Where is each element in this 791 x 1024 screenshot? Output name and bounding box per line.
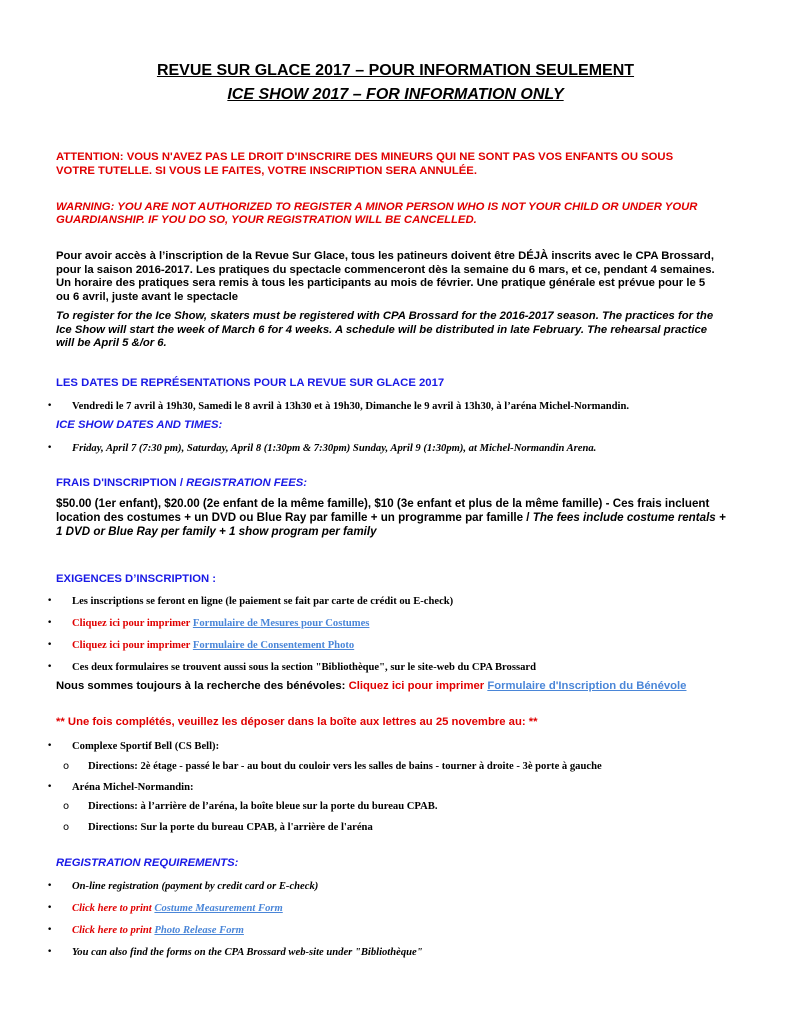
title-en: ICE SHOW 2017 – FOR INFORMATION ONLY [227,86,564,103]
bullet-icon: • [47,925,53,935]
warning-line-1: WARNING: YOU ARE NOT AUTHORIZED TO REGISTER A MINOR PERSON WHO IS NOT YOUR CHILD OR UNDER YOUR [56,201,698,213]
attention-line-1: ATTENTION: VOUS N'AVEZ PAS LE DROIT D'INSCRIRE DES MINEURS QUI NE SONT PAS VOS ENFANTS OU SOUS [56,151,674,163]
photo-form-link-fr[interactable]: Formulaire de Consentement Photo [192,640,355,651]
dropoff-location-arena-directions-2: Directions: Sur la porte du bureau CPAB, à l'arrière de l'aréna [88,822,373,833]
req-fr-heading: EXIGENCES D’INSCRIPTION : [56,573,217,585]
click-label: Click here to print [72,925,152,936]
req-fr-library-note: Ces deux formulaires se trouvent aussi sous la section "Bibliothèque", sur le site-web du CPA Brossard [72,662,536,673]
photo-form-link-en[interactable]: Photo Release Form [154,925,244,936]
volunteer-line [56,680,686,692]
click-label: Cliquez ici pour imprimer [72,618,191,629]
click-label: Click here to print [72,903,152,914]
req-en-online: On-line registration (payment by credit card or E-check) [72,881,319,892]
bullet-icon: • [47,903,53,913]
req-en-photo-item [72,925,244,936]
dropoff-location-arena-directions-1: Directions: à l’arrière de l’aréna, la boîte bleue sur la porte du bureau CPAB. [88,801,438,812]
click-label: Cliquez ici pour imprimer [72,640,191,651]
bullet-icon: • [47,741,53,751]
costume-form-link-en[interactable]: Costume Measurement Form [154,903,283,914]
fees-heading-fr: FRAIS D'INSCRIPTION / [56,477,187,489]
fees-line-3: 1 DVD or Blue Ray per family + 1 show program per family [56,525,377,538]
sub-bullet-icon: o [63,801,70,812]
volunteer-click-label: Cliquez ici pour imprimer [348,680,485,692]
bullet-icon: • [47,640,53,650]
fees-line-1: $50.00 (1er enfant), $20.00 (2e enfant de la même famille), $10 (3e enfant et plus de la même famille) - Ces frais incluent [56,497,710,510]
costume-form-link-fr[interactable]: Formulaire de Mesures pour Costumes [192,618,370,629]
dropoff-location-arena: Aréna Michel-Normandin: [72,782,194,793]
intro-en-line-3: will be April 5 &/or 6. [56,337,167,349]
dates-heading-en: ICE SHOW DATES AND TIMES: [56,419,223,431]
bullet-icon: • [47,881,53,891]
dropoff-location-bell: Complexe Sportif Bell (CS Bell): [72,741,220,752]
dropoff-heading: ** Une fois complétés, veuillez les déposer dans la boîte aux lettres au 25 novembre au: ** [56,716,538,728]
dates-heading-fr: LES DATES DE REPRÉSENTATIONS POUR LA REVUE SUR GLACE 2017 [56,377,445,389]
bullet-icon: • [47,782,53,792]
bullet-icon: • [47,443,53,453]
fees-line-2-normal: location des costumes + un DVD ou Blue Ray par famille + un programme par famille / [56,511,533,524]
attention-line-2: VOTRE TUTELLE. SI VOUS LE FAITES, VOTRE INSCRIPTION SERA ANNULÉE. [56,165,477,177]
intro-fr-line-2: pour la saison 2016-2017. Les pratiques du spectacle commenceront dès la semaine du 6 mars, et ce, pendant 4 semaines. [56,264,715,276]
title-fr: REVUE SUR GLACE 2017 – POUR INFORMATION SEULEMENT [156,62,635,79]
sub-bullet-icon: o [63,761,70,772]
bullet-icon: • [47,662,53,672]
dates-item-en: Friday, April 7 (7:30 pm), Saturday, April 8 (1:30pm & 7:30pm) Sunday, April 9 (1:30pm), at Michel-Normandin Arena. [72,443,597,454]
sub-bullet-icon: o [63,822,70,833]
intro-en-line-1: To register for the Ice Show, skaters must be registered with CPA Brossard for the 2016-2017 season. The practices for the [56,310,714,322]
fees-line-2-italic: The fees include costume rentals + [532,511,726,524]
intro-fr-line-4: ou 6 avril, juste avant le spectacle [56,291,239,303]
dates-item-fr: Vendredi le 7 avril à 19h30, Samedi le 8 avril à 13h30 et à 19h30, Dimanche le 9 avril à 13h30, à l’aréna Michel-Normandin. [72,401,630,412]
fees-heading-en: REGISTRATION FEES: [186,477,308,489]
req-en-library-note: You can also find the forms on the CPA Brossard web-site under "Bibliothèque" [72,947,423,958]
fees-heading [56,477,307,489]
req-fr-photo-item [72,640,354,651]
bullet-icon: • [47,618,53,628]
intro-fr-line-3: Un horaire des pratiques sera remis à tous les participants au mois de février. Une pratique générale est prévue pour le 5 [56,277,706,289]
warning-line-2: GUARDIANSHIP. IF YOU DO SO, YOUR REGISTRATION WILL BE CANCELLED. [56,214,477,226]
intro-en-line-2: Ice Show will start the week of March 6 for 4 weeks. A schedule will be distributed in late February. The rehearsal practice [56,324,708,336]
req-fr-costume-item [72,618,369,629]
bullet-icon: • [47,401,53,411]
req-en-heading: REGISTRATION REQUIREMENTS: [56,857,239,869]
req-fr-online: Les inscriptions se feront en ligne (le paiement se fait par carte de crédit ou E-check) [72,596,454,607]
intro-fr-line-1: Pour avoir accès à l’inscription de la Revue Sur Glace, tous les patineurs doivent être DÉJÀ inscrits avec le CPA Brossard, [56,250,714,262]
dropoff-location-bell-directions: Directions: 2è étage - passé le bar - au bout du couloir vers les salles de bains - tourner à droite - 3è porte à gauche [88,761,602,772]
volunteer-form-link[interactable]: Formulaire d'Inscription du Bénévole [487,680,687,692]
bullet-icon: • [47,596,53,606]
req-en-costume-item [72,903,283,914]
fees-line-2 [56,511,726,524]
volunteer-text: Nous sommes toujours à la recherche des bénévoles: [56,680,349,692]
bullet-icon: • [47,947,53,957]
